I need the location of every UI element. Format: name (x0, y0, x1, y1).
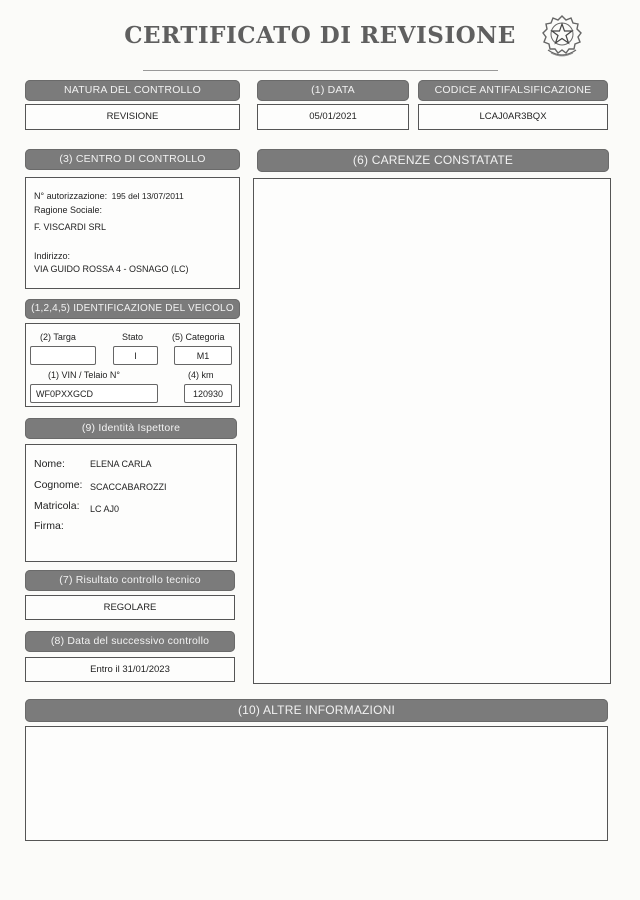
data-header: (1) DATA (257, 80, 409, 101)
carenze-header: (6) CARENZE CONSTATATE (257, 149, 609, 172)
matricola-value: LC AJ0 (90, 504, 120, 514)
targa-field (30, 346, 96, 365)
natura-box (25, 104, 240, 130)
categoria-field: M1 (174, 346, 232, 365)
successivo-value: Entro il 31/01/2023 (90, 664, 170, 675)
vin-label: (1) VIN / Telaio N° (48, 370, 120, 380)
risultato-header: (7) Risultato controllo tecnico (25, 570, 235, 591)
codice-header: CODICE ANTIFALSIFICAZIONE (418, 80, 608, 101)
ispettore-box (25, 444, 237, 562)
natura-header: NATURA DEL CONTROLLO (25, 80, 240, 101)
title-underline (143, 70, 498, 71)
veicolo-box (25, 323, 240, 407)
risultato-value: REGOLARE (103, 602, 157, 613)
carenze-box (253, 178, 611, 684)
vin-field: WF0PXXGCD (30, 384, 158, 403)
stato-field: I (113, 346, 158, 365)
altre-header: (10) ALTRE INFORMAZIONI (25, 699, 608, 722)
codice-value: LCAJ0AR3BQX (479, 111, 547, 122)
nome-label: Nome: (34, 458, 65, 470)
stato-label: Stato (122, 332, 144, 342)
page-title: CERTIFICATO DI REVISIONE (124, 22, 516, 49)
italian-republic-emblem-icon (540, 12, 584, 60)
indirizzo-value: VIA GUIDO ROSSA 4 - OSNAGO (LC) (34, 264, 189, 274)
autorizzazione-label: N° autorizzazione: (34, 191, 108, 201)
nome-value: ELENA CARLA (90, 459, 152, 469)
km-field: 120930 (184, 384, 232, 403)
ragione-label: Ragione Sociale: (34, 205, 103, 215)
natura-value: REVISIONE (106, 111, 159, 122)
cognome-value: SCACCABAROZZI (90, 482, 167, 492)
risultato-box (25, 595, 235, 620)
targa-label: (2) Targa (40, 332, 76, 342)
successivo-header: (8) Data del successivo controllo (25, 631, 235, 652)
data-box (257, 104, 409, 130)
categoria-label: (5) Categoria (172, 332, 225, 342)
autorizzazione-value: 195 del 13/07/2011 (111, 191, 184, 201)
veicolo-header: (1,2,4,5) IDENTIFICAZIONE DEL VEICOLO (25, 299, 240, 319)
ragione-value: F. VISCARDI SRL (34, 222, 107, 232)
codice-box (418, 104, 608, 130)
km-label: (4) km (188, 370, 214, 380)
firma-label: Firma: (34, 520, 64, 532)
indirizzo-label: Indirizzo: (34, 251, 71, 261)
data-value: 05/01/2021 (309, 111, 357, 122)
centro-header: (3) CENTRO DI CONTROLLO (25, 149, 240, 170)
matricola-label: Matricola: (34, 500, 80, 512)
altre-box (25, 726, 608, 841)
ispettore-header: (9) Identità Ispettore (25, 418, 237, 439)
cognome-label: Cognome: (34, 479, 83, 491)
centro-box (25, 177, 240, 289)
successivo-box (25, 657, 235, 682)
